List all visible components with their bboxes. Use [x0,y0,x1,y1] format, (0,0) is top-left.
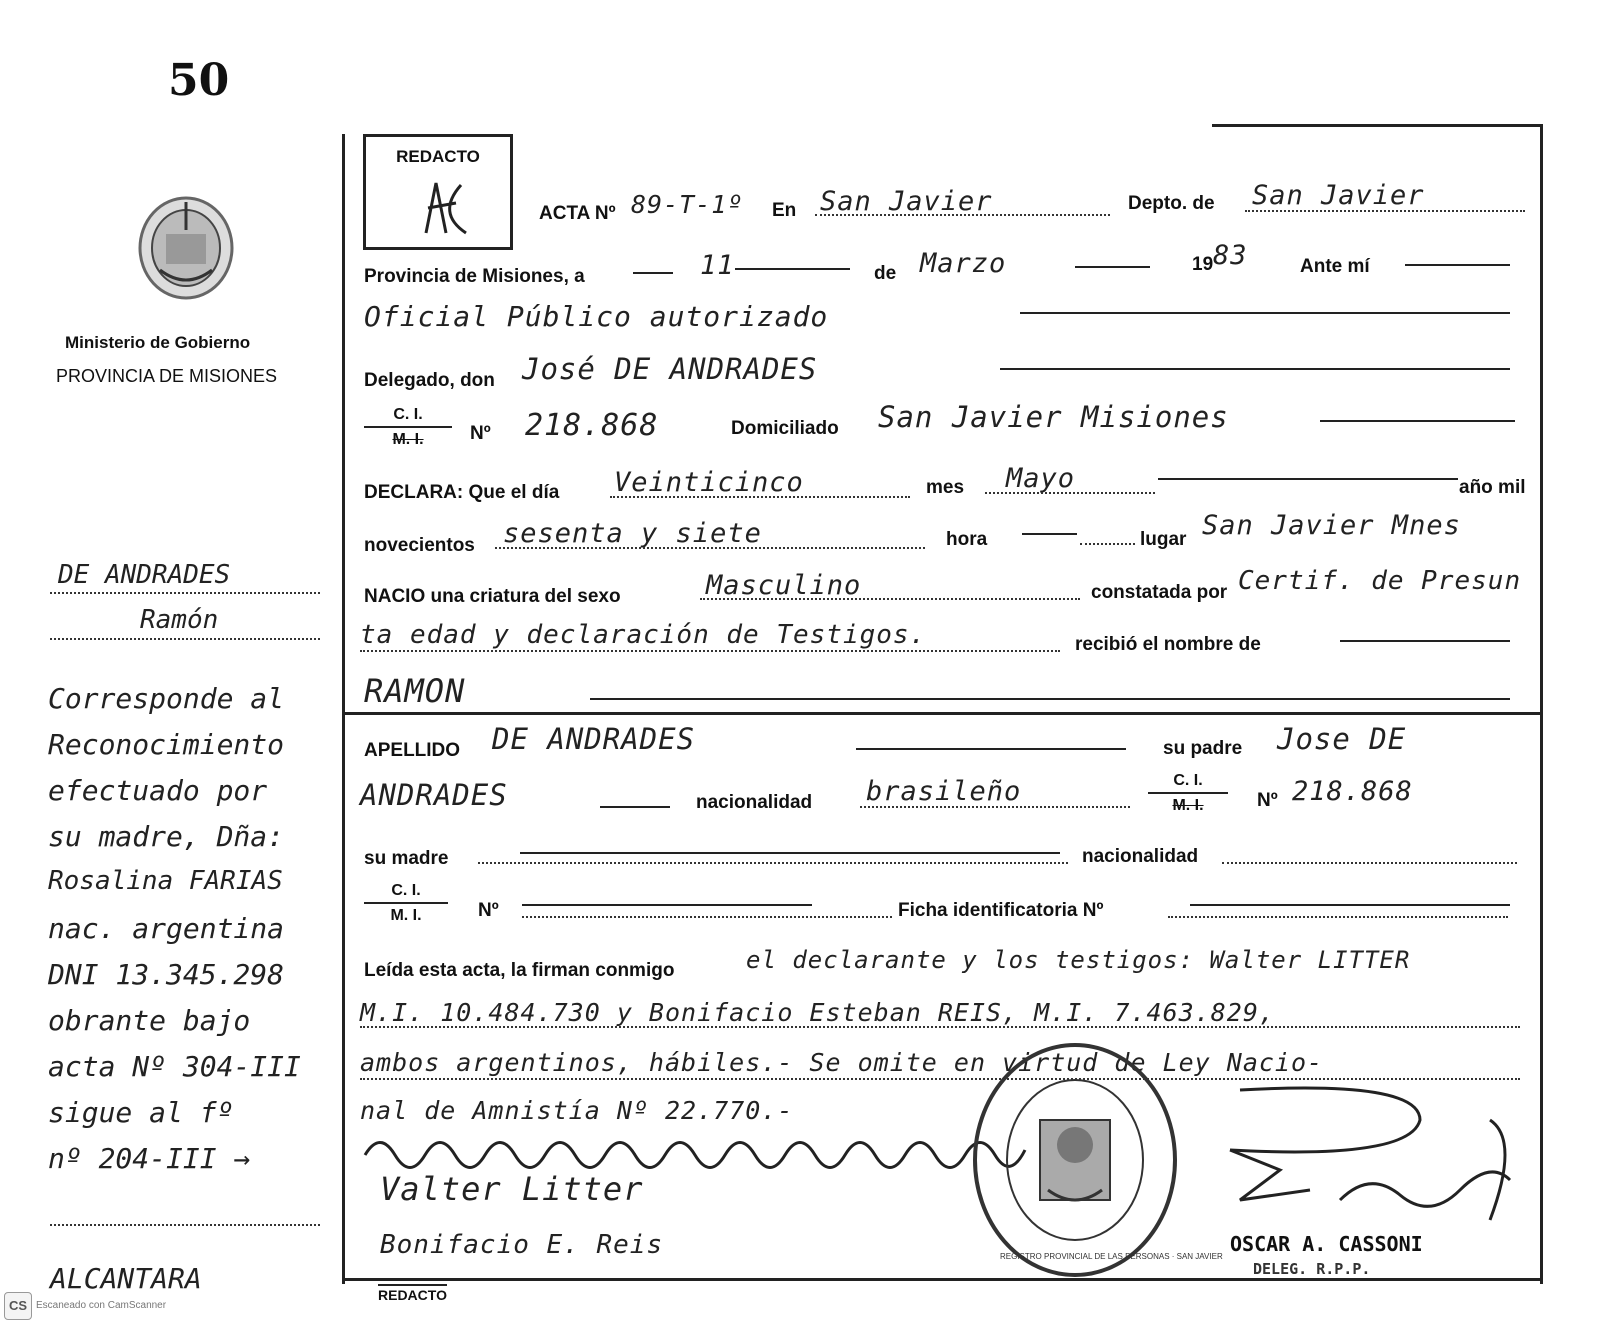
province-emblem [130,190,242,305]
day-value: 11 [700,250,735,281]
nacionalidad-label-madre: nacionalidad [1082,846,1199,867]
mes-label: mes [926,477,965,498]
lugar-value: San Javier Mnes [1202,510,1461,541]
mes-value: Mayo [1006,463,1076,494]
dia-value: Veinticinco [614,467,804,498]
ci-mi-label: $\frac{C. I.}{M. I.}$ [364,406,452,449]
anio-value: sesenta y siete [503,518,762,549]
lugar-label: lugar [1140,529,1187,550]
constatada-value-1: Certif. de Presun [1238,566,1522,596]
provincia-label: Provincia de Misiones, a [364,266,585,287]
en-value: San Javier [820,186,993,217]
madre-label: su madre [364,848,449,869]
en-label: En [772,200,797,221]
num-label: Nº [470,423,491,444]
madre-ci-mi-label: $\frac{C. I.}{M. I.}$ [364,882,448,925]
delegado-label: Delegado, don [364,370,495,391]
apellido-label: APELLIDO [364,740,461,761]
leida-line-1: el declarante y los testigos: Walter LITTER [746,946,1411,974]
sexo-value: Masculino [706,570,862,601]
page-number: 50 [168,55,230,106]
scanner-badge [4,1292,32,1320]
official-title: DELEG. R.P.P. [1253,1260,1371,1278]
depto-label: Depto. de [1128,193,1215,214]
official-name: OSCAR A. CASSONI [1230,1232,1423,1256]
nacionalidad-padre-value: brasileño [866,776,1022,807]
padre-num-label: Nº [1257,790,1278,811]
margin-note-line: Reconocimiento [48,728,285,761]
anio-label: año mil [1459,477,1526,498]
novecientos-label: novecientos [364,535,475,556]
constatada-label: constatada por [1091,582,1228,603]
ficha-label: Ficha identificatoria Nº [898,900,1104,921]
leida-label: Leída esta acta, la firman conmigo [364,960,675,981]
redacto-label: REDACTO [396,147,480,166]
margin-note-line: DNI 13.345.298 [48,958,285,991]
margin-notes [48,682,338,1188]
official-seal [970,1040,1223,1280]
margin-note-line: su madre, Dña: [48,820,285,853]
nombre-value: RAMON [364,672,466,710]
constatada-value-2: ta edad y declaración de Testigos. [360,620,927,650]
bottom-redacto-stamp: REDACTO [378,1284,447,1301]
de-label: de [874,263,897,284]
padre-doc-value: 218.868 [1292,776,1413,807]
nacio-label: NACIO una criatura del sexo [364,586,621,607]
margin-bottom-text: ALCANTARA [50,1262,202,1295]
margin-note-line: acta Nº 304-III [48,1050,301,1083]
margin-name-given: Ramón [140,605,219,635]
doc-number-value: 218.868 [525,408,659,443]
margin-name-surname: DE ANDRADES [58,560,231,590]
margin-note-line: nº 204-III → [48,1142,251,1175]
ante-label: Ante mí [1300,256,1370,277]
depto-value: San Javier [1252,180,1425,211]
domicilio-label: Domiciliado [731,418,839,439]
ministry-name: Ministerio de Gobierno [65,333,251,352]
province-name: PROVINCIA DE MISIONES [56,366,278,386]
padre-ci-mi-label: $\frac{C. I.}{M. I.}$ [1148,772,1228,815]
seal-text: REGISTRO PROVINCIAL DE LAS PERSONAS · SAN JAVIER [1000,1252,1223,1261]
padre-value-2: ANDRADES [360,778,508,812]
redacto-stamp [363,134,513,250]
declara-label: DECLARA: Que el día [364,482,560,503]
padre-label: su padre [1163,738,1243,759]
declarant-signature [360,1120,1050,1170]
leida-line-3: ambos argentinos, hábiles.- Se omite en virtud de Ley Nacio- [360,1048,1324,1077]
margin-note-line: nac. argentina [48,912,285,945]
margin-note-line: efectuado por [48,774,268,807]
month-value: Marzo [920,248,1007,279]
domicilio-value: San Javier Misiones [878,400,1229,434]
acta-label: ACTA Nº [539,203,616,224]
leida-line-2: M.I. 10.484.730 y Bonifacio Esteban REIS, M.I. 7.463.829, [360,998,1275,1027]
official-signature [1220,1080,1530,1230]
year-suffix: 83 [1213,240,1248,271]
leida-line-4: nal de Amnistía Nº 22.770.- [360,1096,794,1125]
margin-note-line: Corresponde al [48,682,285,715]
margin-note-line: sigue al fº [48,1096,234,1129]
acta-number-value: 89-T-1º [631,190,744,219]
madre-num-label: Nº [478,900,499,921]
margin-note-line: Rosalina FARIAS [48,866,283,896]
witness-signature-1: Valter Litter [380,1170,644,1208]
delegado-value: José DE ANDRADES [522,352,818,386]
redacto-initials [366,173,506,243]
apellido-value: DE ANDRADES [492,722,696,756]
year-prefix: 19 [1192,254,1214,275]
scanner-text: Escaneado con CamScanner [36,1300,167,1311]
margin-note-line: obrante bajo [48,1004,251,1037]
nacionalidad-label-padre: nacionalidad [696,792,813,813]
oficial-value: Oficial Público autorizado [364,300,829,333]
witness-signature-2: Bonifacio E. Reis [380,1230,664,1260]
recibio-label: recibió el nombre de [1075,634,1261,655]
padre-value-1: Jose DE [1277,722,1407,756]
scanner-badge-label: CS [8,1298,28,1313]
hora-label: hora [946,529,988,550]
